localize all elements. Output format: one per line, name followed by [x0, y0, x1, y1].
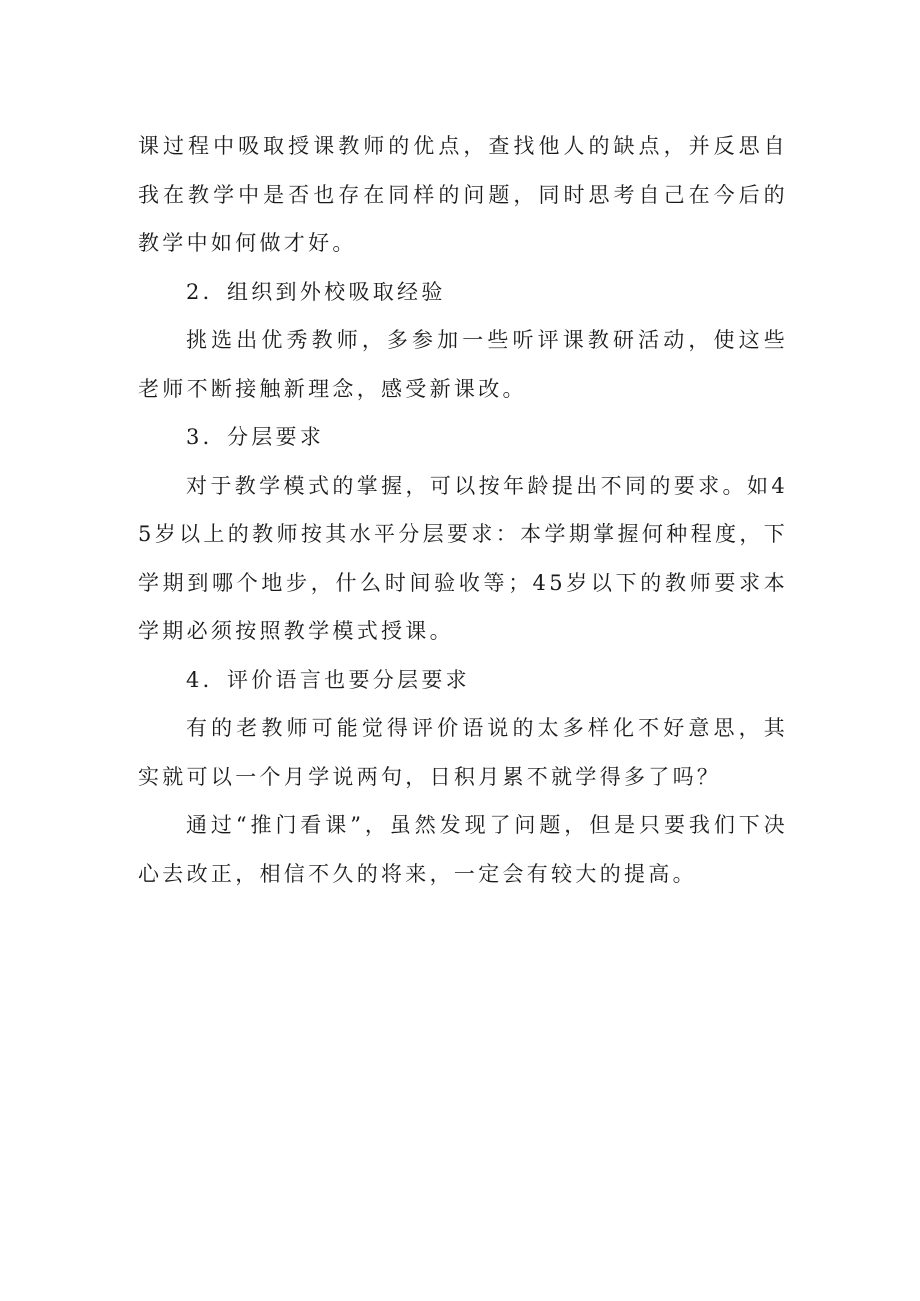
paragraph-select-teachers: 挑选出优秀教师，多参加一些听评课教研活动，使这些老师不断接触新理念，感受新课改。: [138, 328, 788, 401]
paragraph-continued: 课过程中吸取授课教师的优点，查找他人的缺点，并反思自我在教学中是否也存在同样的问题，同时思考自己在今后的教学中如何做才好。: [138, 134, 788, 255]
paragraph-layered-requirements: 对于教学模式的掌握，可以按年龄提出不同的要求。如45岁以上的教师按其水平分层要求：本学期掌握何种程度，下学期到哪个地步，什么时间验收等；45岁以下的教师要求本学期必须按照教学模式授课。: [138, 473, 788, 643]
paragraph-conclusion: 通过“推门看课”，虽然发现了问题，但是只要我们下决心去改正，相信不久的将来，一定会有较大的提高。: [138, 813, 788, 886]
paragraph-evaluation-language: 有的老教师可能觉得评价语说的太多样化不好意思，其实就可以一个月学说两句，日积月累不就学得多了吗？: [138, 716, 788, 789]
section-heading-4: 4．评价语言也要分层要求: [186, 667, 470, 692]
section-heading-3: 3．分层要求: [186, 425, 325, 449]
section-heading-2: 2．组织到外校吸取经验: [186, 279, 446, 304]
document-body: [138, 122, 788, 898]
